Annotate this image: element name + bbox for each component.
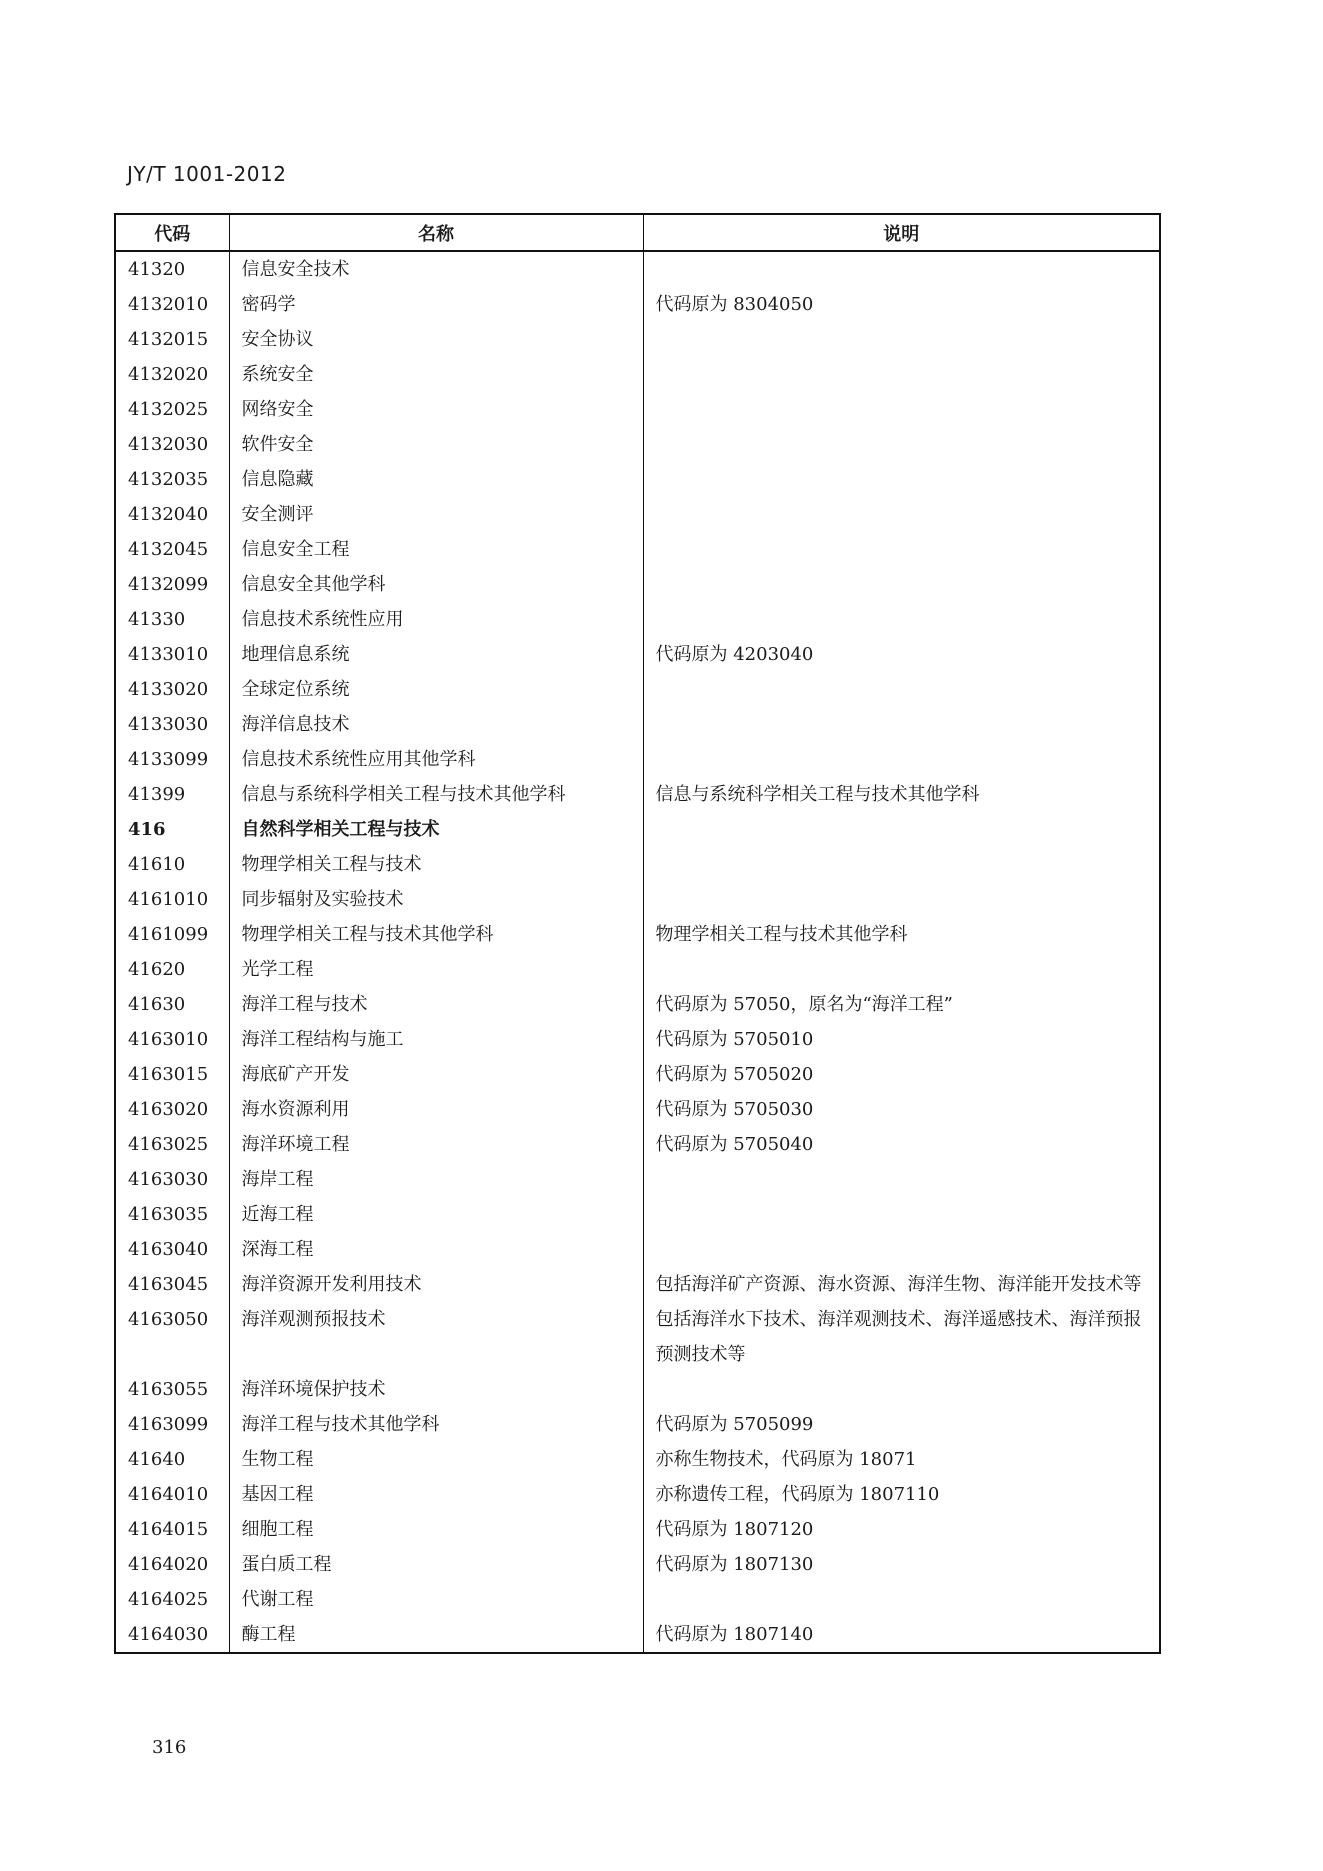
cell-code: 41399	[128, 784, 186, 805]
table-row	[116, 707, 1159, 742]
table-body	[116, 251, 1159, 1652]
cell-note: 代码原为 4203040	[643, 637, 1159, 672]
cell-note: 包括海洋水下技术、海洋观测技术、海洋遥感技术、海洋预报预测技术等	[643, 1302, 1159, 1372]
cell-code: 4164025	[128, 1589, 209, 1610]
document-id-header: JY/T 1001-2012	[127, 162, 287, 186]
cell-code: 4132040	[128, 504, 209, 525]
cell-name: 安全协议	[229, 322, 643, 357]
table-row	[116, 567, 1159, 602]
cell-name: 海洋信息技术	[229, 707, 643, 742]
table-row	[116, 882, 1159, 917]
cell-code: 4133099	[128, 749, 209, 770]
table-row	[116, 1197, 1159, 1232]
cell-note	[643, 567, 1159, 602]
cell-code: 4133020	[128, 679, 209, 700]
table-row	[116, 952, 1159, 987]
cell-note	[643, 847, 1159, 882]
cell-name: 海洋工程与技术其他学科	[229, 1407, 643, 1442]
cell-note: 代码原为 57050，原名为“海洋工程”	[643, 987, 1159, 1022]
table-row	[116, 1232, 1159, 1267]
cell-name: 海洋观测预报技术	[229, 1302, 643, 1372]
table-row	[116, 1617, 1159, 1652]
table-row	[116, 1477, 1159, 1512]
cell-code: 4132020	[128, 364, 209, 385]
cell-code: 4132099	[128, 574, 209, 595]
cell-note	[643, 1372, 1159, 1407]
cell-name: 海洋资源开发利用技术	[229, 1267, 643, 1302]
cell-code: 4163055	[128, 1379, 209, 1400]
cell-name: 海岸工程	[229, 1162, 643, 1197]
cell-code: 4163020	[128, 1099, 209, 1120]
cell-name: 蛋白质工程	[229, 1547, 643, 1582]
cell-note: 代码原为 5705030	[643, 1092, 1159, 1127]
cell-code: 4164020	[128, 1554, 209, 1575]
cell-code: 4163025	[128, 1134, 209, 1155]
cell-name: 全球定位系统	[229, 672, 643, 707]
table-row	[116, 917, 1159, 952]
table-row	[116, 672, 1159, 707]
cell-code: 41630	[128, 994, 186, 1015]
cell-code: 41610	[128, 854, 186, 875]
cell-code: 41330	[128, 609, 186, 630]
cell-note	[643, 1232, 1159, 1267]
cell-name: 细胞工程	[229, 1512, 643, 1547]
cell-code: 4163010	[128, 1029, 209, 1050]
cell-name: 海水资源利用	[229, 1092, 643, 1127]
table-row	[116, 532, 1159, 567]
cell-name: 安全测评	[229, 497, 643, 532]
cell-note: 代码原为 1807140	[643, 1617, 1159, 1652]
table-row	[116, 777, 1159, 812]
column-header-note: 说明	[643, 215, 1159, 251]
table-row	[116, 1057, 1159, 1092]
table-row	[116, 1547, 1159, 1582]
cell-note	[643, 882, 1159, 917]
cell-name: 地理信息系统	[229, 637, 643, 672]
cell-name: 海洋环境保护技术	[229, 1372, 643, 1407]
cell-name: 酶工程	[229, 1617, 643, 1652]
cell-note: 代码原为 1807130	[643, 1547, 1159, 1582]
table-row	[116, 287, 1159, 322]
cell-code: 4163030	[128, 1169, 209, 1190]
cell-code: 41320	[128, 259, 186, 280]
cell-note	[643, 707, 1159, 742]
table-row	[116, 462, 1159, 497]
table-row	[116, 427, 1159, 462]
cell-name: 信息安全其他学科	[229, 567, 643, 602]
cell-name: 物理学相关工程与技术其他学科	[229, 917, 643, 952]
table-row	[116, 392, 1159, 427]
table-row	[116, 357, 1159, 392]
cell-code: 4132035	[128, 469, 209, 490]
cell-name: 信息安全工程	[229, 532, 643, 567]
cell-name: 密码学	[229, 287, 643, 322]
cell-code: 41640	[128, 1449, 186, 1470]
table-row	[116, 812, 1159, 847]
cell-note	[643, 427, 1159, 462]
table-row	[116, 1162, 1159, 1197]
cell-code: 4133030	[128, 714, 209, 735]
table-row	[116, 322, 1159, 357]
table-row	[116, 602, 1159, 637]
cell-name: 海洋环境工程	[229, 1127, 643, 1162]
cell-note	[643, 532, 1159, 567]
cell-note	[643, 322, 1159, 357]
table-row	[116, 1267, 1159, 1302]
cell-name: 自然科学相关工程与技术	[229, 812, 643, 847]
table-row	[116, 1442, 1159, 1477]
cell-note: 亦称遗传工程，代码原为 1807110	[643, 1477, 1159, 1512]
cell-note	[643, 462, 1159, 497]
cell-note: 代码原为 5705020	[643, 1057, 1159, 1092]
cell-note: 代码原为 5705099	[643, 1407, 1159, 1442]
cell-name: 近海工程	[229, 1197, 643, 1232]
cell-name: 信息技术系统性应用	[229, 602, 643, 637]
table-header-row	[116, 215, 1159, 251]
table-row	[116, 1022, 1159, 1057]
cell-code: 4161099	[128, 924, 209, 945]
page-number: 316	[152, 1737, 187, 1758]
cell-note: 亦称生物技术，代码原为 18071	[643, 1442, 1159, 1477]
cell-code: 4132025	[128, 399, 209, 420]
cell-note	[643, 602, 1159, 637]
cell-code: 4132015	[128, 329, 209, 350]
cell-code: 4164030	[128, 1624, 209, 1645]
cell-note: 代码原为 5705010	[643, 1022, 1159, 1057]
cell-name: 海洋工程与技术	[229, 987, 643, 1022]
table-row	[116, 637, 1159, 672]
cell-name: 深海工程	[229, 1232, 643, 1267]
column-header-name: 名称	[229, 215, 643, 251]
table-row	[116, 1372, 1159, 1407]
cell-code: 4132010	[128, 294, 209, 315]
cell-name: 软件安全	[229, 427, 643, 462]
cell-note: 代码原为 8304050	[643, 287, 1159, 322]
cell-code: 4132030	[128, 434, 209, 455]
cell-note	[643, 812, 1159, 847]
cell-note	[643, 251, 1159, 287]
column-header-code: 代码	[116, 215, 229, 251]
cell-name: 生物工程	[229, 1442, 643, 1477]
cell-note	[643, 952, 1159, 987]
cell-name: 网络安全	[229, 392, 643, 427]
cell-name: 基因工程	[229, 1477, 643, 1512]
table-row	[116, 1512, 1159, 1547]
cell-code: 41620	[128, 959, 186, 980]
cell-note: 包括海洋矿产资源、海水资源、海洋生物、海洋能开发技术等	[643, 1267, 1159, 1302]
cell-note	[643, 672, 1159, 707]
cell-code: 4163035	[128, 1204, 209, 1225]
cell-note	[643, 497, 1159, 532]
cell-code: 4161010	[128, 889, 209, 910]
cell-note: 代码原为 1807120	[643, 1512, 1159, 1547]
cell-name: 信息隐藏	[229, 462, 643, 497]
cell-note	[643, 357, 1159, 392]
cell-name: 海洋工程结构与施工	[229, 1022, 643, 1057]
table-row	[116, 251, 1159, 287]
cell-name: 信息与系统科学相关工程与技术其他学科	[229, 777, 643, 812]
cell-code: 4163045	[128, 1274, 209, 1295]
table-row	[116, 1127, 1159, 1162]
cell-code: 4164015	[128, 1519, 209, 1540]
cell-note	[643, 1162, 1159, 1197]
discipline-code-table	[114, 213, 1161, 1654]
cell-code: 416	[128, 819, 166, 840]
table-row	[116, 497, 1159, 532]
cell-name: 海底矿产开发	[229, 1057, 643, 1092]
table-row	[116, 742, 1159, 777]
cell-name: 系统安全	[229, 357, 643, 392]
table-row	[116, 1582, 1159, 1617]
cell-name: 光学工程	[229, 952, 643, 987]
cell-name: 信息安全技术	[229, 251, 643, 287]
cell-code: 4164010	[128, 1484, 209, 1505]
cell-note: 物理学相关工程与技术其他学科	[643, 917, 1159, 952]
table-row	[116, 847, 1159, 882]
cell-note	[643, 1197, 1159, 1232]
cell-code: 4133010	[128, 644, 209, 665]
cell-code: 4163015	[128, 1064, 209, 1085]
table-row	[116, 1092, 1159, 1127]
cell-code: 4163040	[128, 1239, 209, 1260]
table-row	[116, 1302, 1159, 1372]
table-row	[116, 987, 1159, 1022]
cell-name: 物理学相关工程与技术	[229, 847, 643, 882]
cell-name: 代谢工程	[229, 1582, 643, 1617]
cell-note: 信息与系统科学相关工程与技术其他学科	[643, 777, 1159, 812]
cell-note	[643, 1582, 1159, 1617]
cell-note: 代码原为 5705040	[643, 1127, 1159, 1162]
cell-note	[643, 392, 1159, 427]
cell-name: 同步辐射及实验技术	[229, 882, 643, 917]
cell-note	[643, 742, 1159, 777]
cell-code: 4132045	[128, 539, 209, 560]
cell-code: 4163099	[128, 1414, 209, 1435]
table-row	[116, 1407, 1159, 1442]
cell-code: 4163050	[128, 1309, 209, 1330]
cell-name: 信息技术系统性应用其他学科	[229, 742, 643, 777]
